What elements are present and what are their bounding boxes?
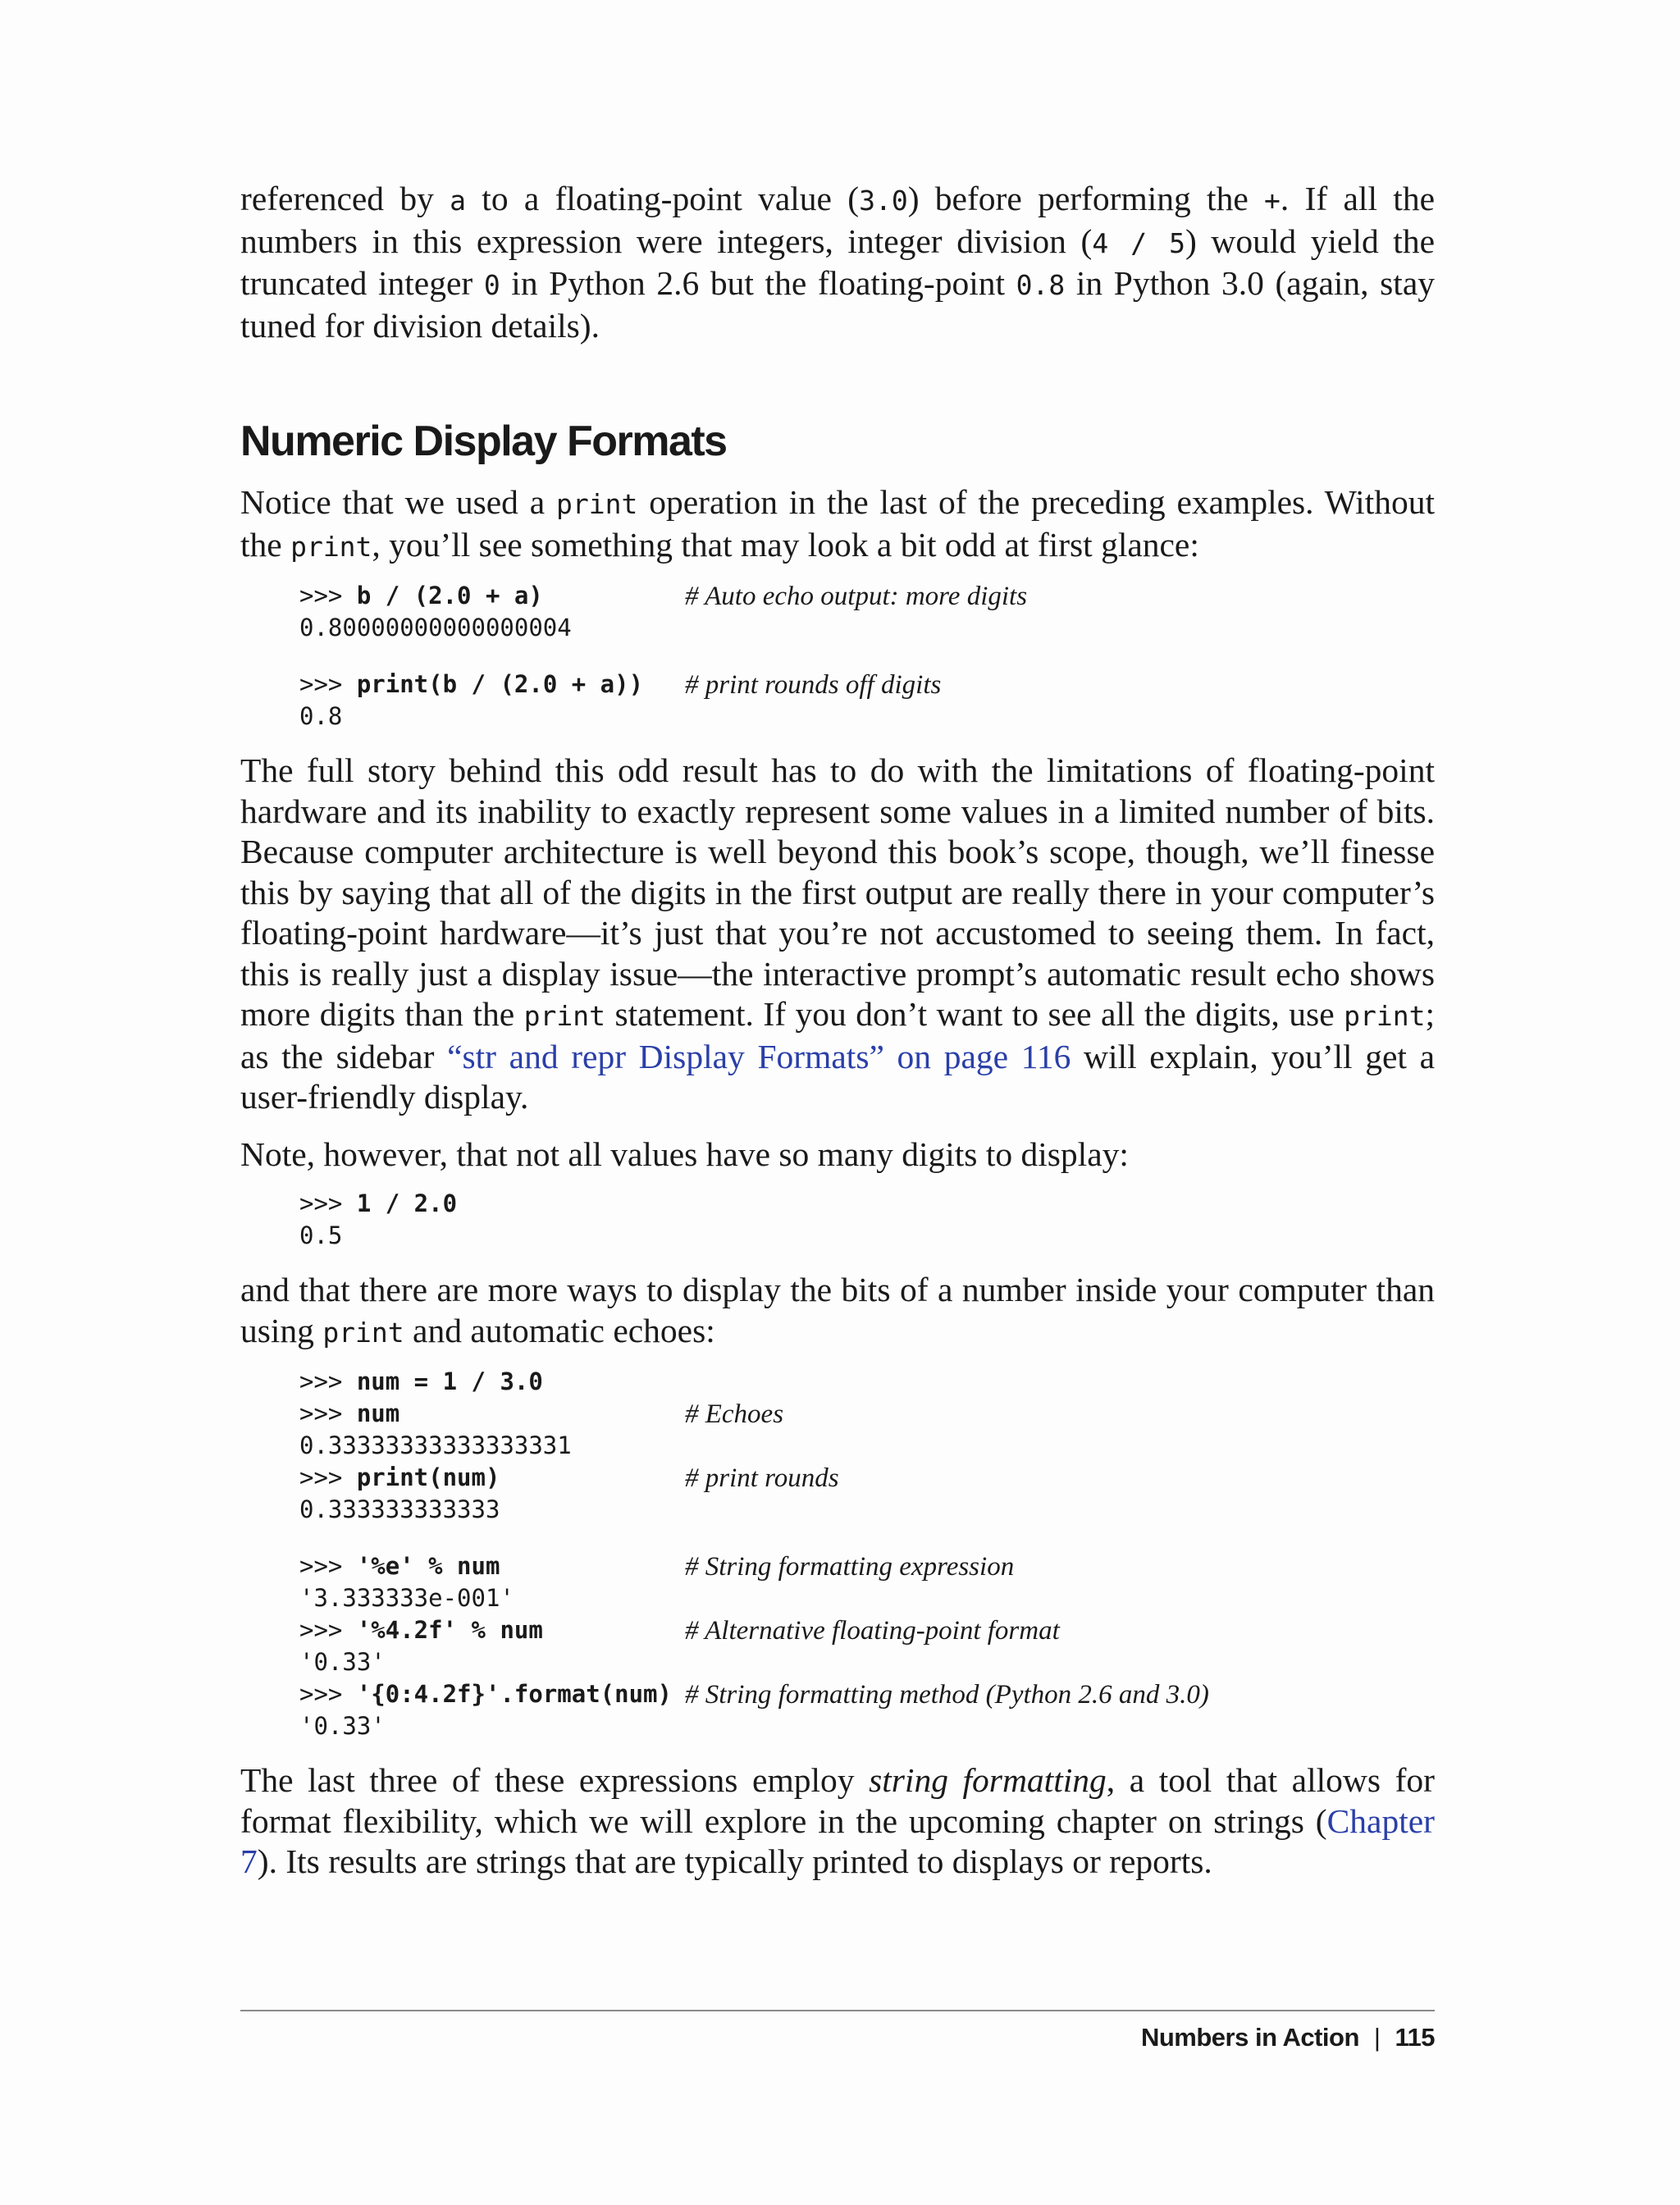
code-prompt: >>> (299, 1367, 357, 1395)
code-output: 0.33333333333333331 (299, 1431, 572, 1459)
code-line (240, 1221, 1435, 1253)
paragraph-notice: Notice that we used a print operation in the last of the preceding examples. Without the print, you’ll see something that may look a bit odd at first glance: (240, 483, 1435, 564)
code-output: 0.8 (299, 702, 343, 730)
code-line (240, 702, 1435, 734)
code-command: 1 / 2.0 (356, 1189, 458, 1217)
code-command: b / (2.0 + a) (356, 582, 543, 609)
code-command: print(num) (356, 1463, 500, 1491)
code-comment: # print rounds off digits (685, 670, 942, 700)
code-command: '%e' % num (356, 1552, 500, 1580)
code-prompt: >>> (299, 670, 357, 698)
section-heading: Numeric Display Formats (240, 418, 727, 465)
page-body (240, 179, 1435, 1883)
paragraph-note: Note, however, that not all values have so many digits to display: (240, 1134, 1129, 1173)
cross-reference-link[interactable]: “str and repr Display Formats” on page 116 (447, 1037, 1071, 1075)
code-command: num = 1 / 3.0 (356, 1367, 543, 1395)
code-line (240, 614, 1435, 646)
chapter-link[interactable]: Chapter 7 (240, 1801, 1435, 1880)
code-line (240, 1367, 1435, 1399)
code-prompt: >>> (299, 1616, 357, 1644)
code-line (240, 670, 1435, 702)
code-block-1 (240, 582, 1435, 734)
footer-separator: | (1373, 2023, 1381, 2052)
code-prompt: >>> (299, 1189, 357, 1217)
code-output: '0.33' (299, 1648, 386, 1676)
code-prompt: >>> (299, 1399, 357, 1427)
code-line (240, 1648, 1435, 1680)
code-comment: # Alternative floating-point format (685, 1616, 1060, 1646)
paragraph-story: The full story behind this odd result has to do with the limitations of floating-point hardware and its inability to exactly represent some values in a limited number of bits. Because computer architecture is well beyond this book’s scope, though, we’ll finesse this by saying that all of the digits in the first output are really there in your computer’s floating-point hardware—it’s just that you’re not accustomed to seeing them. In fact, this is really just a display issue—the interactive prompt’s automatic result echo shows more digits than the print statement. If you don’t want to see all the digits, use print; as the sidebar “str and repr Display Formats” on page 116 will explain, you’ll get a user-friendly display. (240, 751, 1436, 1116)
page-number: 115 (1395, 2023, 1435, 2052)
code-line (240, 1527, 1435, 1552)
code-command: num (356, 1399, 400, 1427)
code-output: 0.5 (299, 1221, 343, 1249)
running-title: Numbers in Action (1140, 2023, 1359, 2052)
code-line (240, 1463, 1435, 1495)
code-prompt: >>> (299, 1552, 357, 1580)
code-line (240, 1680, 1435, 1712)
code-comment: # Echoes (685, 1399, 784, 1429)
code-block-2 (240, 1189, 1435, 1253)
code-command: '%4.2f' % num (356, 1616, 543, 1644)
code-output: '0.33' (299, 1712, 386, 1740)
code-comment: # String formatting method (Python 2.6 and 3.0) (685, 1680, 1209, 1710)
code-line (240, 1495, 1435, 1527)
code-line (240, 1584, 1435, 1616)
code-output: '3.333333e-001' (299, 1584, 514, 1612)
paragraph-last: The last three of these expressions employ string formatting, a tool that allows for format flexibility, which we will explore in the upcoming chapter on strings (Chapter 7). Its results are strings that are typically printed to displays or reports. (240, 1761, 1435, 1880)
page-footer (1141, 2023, 1435, 2052)
code-line (240, 1431, 1435, 1463)
code-prompt: >>> (299, 582, 357, 609)
intro-paragraph: referenced by a to a floating-point value (3.0) before performing the +. If all the numbers in this expression were integers, integer division (4 / 5) would yield the truncated integer 0 in Python 2.6 but the floating-point 0.8 in Python 3.0 (again, stay tuned for division details). (240, 180, 1435, 345)
code-line (240, 582, 1435, 614)
code-output: 0.333333333333 (299, 1495, 500, 1523)
code-command: print(b / (2.0 + a)) (356, 670, 644, 698)
code-block-3 (240, 1367, 1435, 1744)
code-comment: # Auto echo output: more digits (685, 582, 1028, 611)
code-line (240, 1399, 1435, 1431)
code-output: 0.80000000000000004 (299, 614, 572, 641)
code-command: '{0:4.2f}'.format(num) (356, 1680, 672, 1708)
code-comment: # String formatting expression (685, 1552, 1015, 1582)
code-line (240, 1189, 1435, 1221)
code-comment: # print rounds (685, 1463, 839, 1493)
code-prompt: >>> (299, 1680, 357, 1708)
code-prompt: >>> (299, 1463, 357, 1491)
code-line (240, 1552, 1435, 1584)
code-line (240, 1616, 1435, 1648)
footer-divider (240, 2010, 1435, 2011)
code-line (240, 646, 1435, 670)
code-line (240, 1712, 1435, 1744)
paragraph-ways: and that there are more ways to display the bits of a number inside your computer than using print and automatic echoes: (240, 1271, 1435, 1349)
